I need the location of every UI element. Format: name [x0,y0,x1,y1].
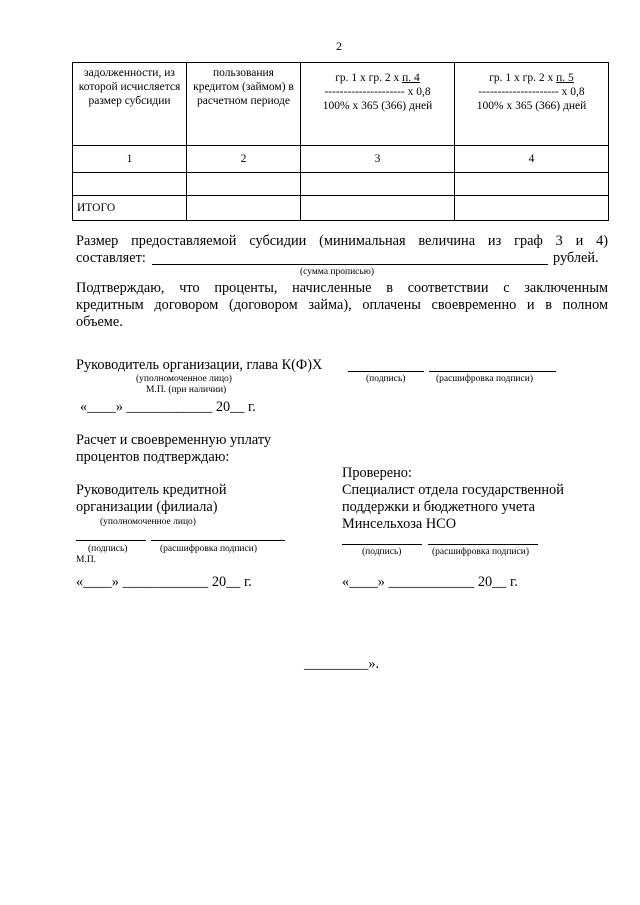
total-row [73,196,609,221]
head-decoding-line [429,371,556,372]
table-cell [187,196,301,221]
bank-caption-decoding: (расшифровка подписи) [160,544,257,554]
subsidy-line-2-suffix: рублей. [553,250,599,266]
total-label: ИТОГО [73,196,187,221]
head-signature-line [348,371,424,372]
header-cell-formula-4: гр. 1 х гр. 2 х п. 4 --------------------- х 0,8 100% х 365 (366) дней [301,63,455,146]
header-cell-usage: пользования кредитом (займом) в расчетном периоде [187,63,301,146]
confirm-line-1: Подтверждаю, что проценты, начисленные в соответствии с заключенным [76,280,608,296]
column-number: 2 [187,146,301,173]
column-number: 3 [301,146,455,173]
head-caption-seal: М.П. (при наличии) [146,385,227,395]
head-caption-decoding: (расшифровка подписи) [436,374,533,384]
bank-date-line: «____» ____________ 20__ г. [76,574,252,590]
table-cell [455,173,609,196]
head-date-line: «____» ____________ 20__ г. [80,399,256,415]
closing-mark: _________». [304,656,380,672]
sum-words-line [152,264,548,265]
confirm-line-3: объеме. [76,314,123,330]
bank-line-1: Руководитель кредитной [76,482,227,498]
formula-ref-p4: п. 4 [402,72,420,84]
bank-caption-authorized: (уполномоченное лицо) [100,517,196,527]
bank-line-2: организации (филиала) [76,499,218,515]
table-cell [301,173,455,196]
confirm-line-2: кредитным договором (договором займа), оплачены своевременно и в полном [76,297,608,313]
page-number: 2 [336,39,342,53]
calc-confirm-line-2: процентов подтверждаю: [76,449,230,465]
bank-seal: М.П. [76,555,97,565]
head-caption-signature: (подпись) [366,374,406,384]
bank-caption-signature: (подпись) [88,544,128,554]
subsidy-line-1: Размер предоставляемой субсидии (минимальная величина из граф 3 и 4) [76,233,608,249]
column-number: 4 [455,146,609,173]
column-number: 1 [73,146,187,173]
subsidy-table [72,62,609,221]
subsidy-line-2-prefix: составляет: [76,250,146,266]
column-number-row [73,146,609,173]
sum-words-caption: (сумма прописью) [300,267,374,277]
header-cell-debt: задолженности, из которой исчисляется размер субсидии [73,63,187,146]
check-decoding-line [428,544,538,545]
formula-ref-p5: п. 5 [556,72,574,84]
check-date-line: «____» ____________ 20__ г. [342,574,518,590]
checked-label: Проверено: [342,465,412,481]
table-cell [187,173,301,196]
header-cell-formula-5: гр. 1 х гр. 2 х п. 5 --------------------- х 0,8 100% х 365 (366) дней [455,63,609,146]
bank-decoding-line [151,540,285,541]
head-title: Руководитель организации, глава К(Ф)Х [76,357,323,373]
head-caption-authorized: (уполномоченное лицо) [136,374,232,384]
calc-confirm-line-1: Расчет и своевременную уплату [76,432,272,448]
table-cell [301,196,455,221]
check-line-2: поддержки и бюджетного учета [342,499,535,515]
check-caption-decoding: (расшифровка подписи) [432,547,529,557]
check-signature-line [342,544,422,545]
table-header-row [73,63,609,146]
table-cell [73,173,187,196]
check-line-1: Специалист отдела государственной [342,482,564,498]
bank-signature-line [76,540,146,541]
check-caption-signature: (подпись) [362,547,402,557]
table-row [73,173,609,196]
table-cell [455,196,609,221]
check-line-3: Минсельхоза НСО [342,516,457,532]
